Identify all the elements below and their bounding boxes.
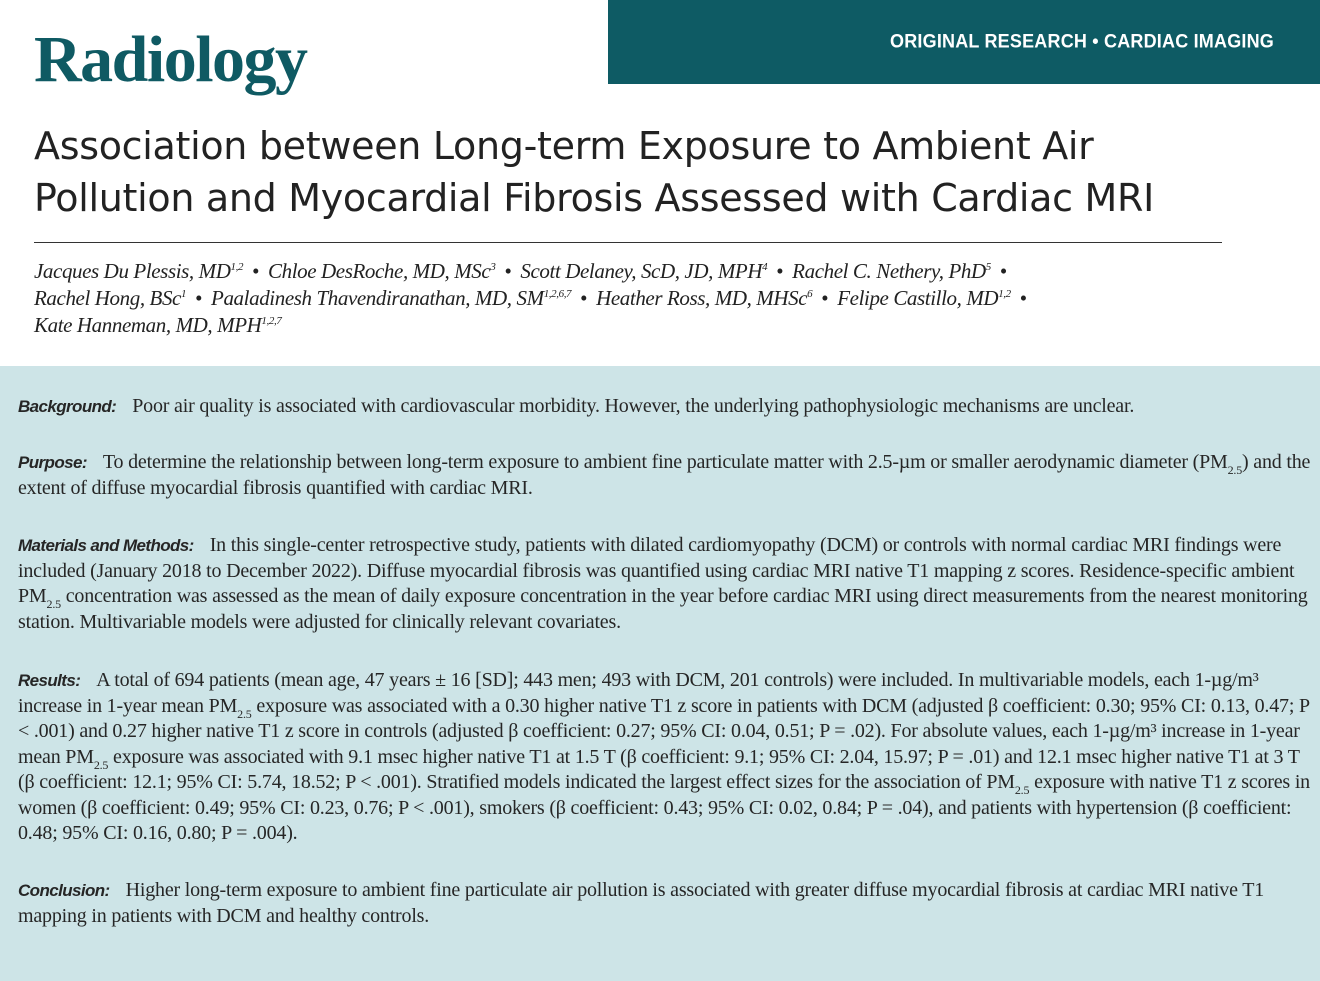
section-heading: Results:	[18, 671, 81, 690]
section-banner	[608, 0, 1320, 84]
section-heading: Materials and Methods:	[18, 536, 194, 555]
author: Scott Delaney, ScD, JD, MPH$^4$	[520, 259, 768, 283]
author: Chloe DesRoche, MD, MSc$^3$	[268, 259, 496, 283]
author-list: Jacques Du Plessis, MD$^{1,2}$ • Chloe DesRoche, MD, MSc$^3$ • Scott Delaney, ScD, JD, MPH$^4$ • Rachel C. Nethery, PhD$^5$ • Rachel Hong, BSc$^1$ • Paaladinesh Thavendiranathan, MD, SM$^{1,2,6,7}$ • Heather Ross, MD, MHSc$^6$ • Felipe Castillo, MD$^{1,2}$ • Kate Hanneman, MD, MPH$^{1,2,7}$	[34, 259, 1027, 337]
section-heading: Purpose:	[18, 453, 87, 472]
journal-logo: Radiology	[34, 23, 307, 96]
author: Paaladinesh Thavendiranathan, MD, SM$^{1,2,6,7}$	[211, 286, 572, 310]
section-heading: Background:	[18, 397, 117, 416]
section-label: ORIGINAL RESEARCH • CARDIAC IMAGING	[890, 30, 1274, 52]
abstract-panel	[0, 366, 1320, 981]
title-divider	[34, 242, 1222, 243]
abstract-purpose: Purpose: To determine the relationship between long-term exposure to ambient fine particulate matter with 2.5-µm or smaller aerodynamic diameter $(PM_{2.5})$ and the extent of diffuse myocardial fibrosis quantified with cardiac MRI.	[18, 451, 1311, 499]
author: Rachel C. Nethery, PhD$^5$	[792, 259, 991, 283]
section-heading: Conclusion:	[18, 881, 110, 900]
author: Rachel Hong, BSc$^1$	[34, 286, 187, 310]
abstract-methods: Materials and Methods: In this single-center retrospective study, patients with dilated cardiomyopathy (DCM) or controls with normal cardiac MRI findings were included (January 2018 to December 2022). Diffuse myocardial fibrosis was quantified using cardiac MRI native T1 mapping z scores. Residence-specific ambient $PM_{2.5}$ concentration was assessed as the mean of daily exposure concentration in the year before cardiac MRI using direct measurements from the nearest monitoring station. Multivariable models were adjusted for clinically relevant covariates.	[18, 534, 1308, 633]
author: Felipe Castillo, MD$^{1,2}$	[837, 286, 1011, 310]
author: Heather Ross, MD, MHSc$^6$	[596, 286, 813, 310]
abstract-conclusion: Conclusion: Higher long-term exposure to ambient fine particulate air pollution is associated with greater diffuse myocardial fibrosis at cardiac MRI native T1 mapping in patients with DCM and healthy controls.	[18, 879, 1265, 927]
author: Kate Hanneman, MD, MPH$^{1,2,7}$	[34, 313, 282, 337]
author: Jacques Du Plessis, MD$^{1,2}$	[34, 259, 244, 283]
abstract-background: Background: Poor air quality is associated with cardiovascular morbidity. However, the underlying pathophysiologic mechanisms are unclear.	[18, 395, 1135, 417]
article-title: Association between Long-term Exposure to Ambient Air Pollution and Myocardial Fibrosis Assessed with Cardiac MRI	[34, 124, 1154, 220]
abstract-results: Results: A total of 694 patients (mean age, 47 years ± 16 [SD]; 443 men; 493 with DCM, 201 controls) were included. In multivariable models, each 1-µg/m³ increase in 1-year mean $PM_{2.5}$ exposure was associated with a 0.30 higher native T1 z score in patients with DCM (adjusted β coefficient: 0.30; 95% CI: 0.13, 0.47; P < .001) and 0.27 higher native T1 z score in controls (adjusted β coefficient: 0.27; 95% CI: 0.04, 0.51; P = .02). For absolute values, each 1-µg/m³ increase in 1-year mean $PM_{2.5}$ exposure was associated with 9.1 msec higher native T1 at 1.5 T (β coefficient: 9.1; 95% CI: 2.04, 15.97; P = .01) and 12.1 msec higher native T1 at 3 T (β coefficient: 12.1; 95% CI: 5.74, 18.52; P < .001). Stratified models indicated the largest effect sizes for the association of $PM_{2.5}$ exposure with native T1 z scores in women (β coefficient: 0.49; 95% CI: 0.23, 0.76; P < .001), smokers (β coefficient: 0.43; 95% CI: 0.02, 0.84; P = .04), and patients with hypertension (β coefficient: 0.48; 95% CI: 0.16, 0.80; P = .004).	[18, 669, 1310, 844]
